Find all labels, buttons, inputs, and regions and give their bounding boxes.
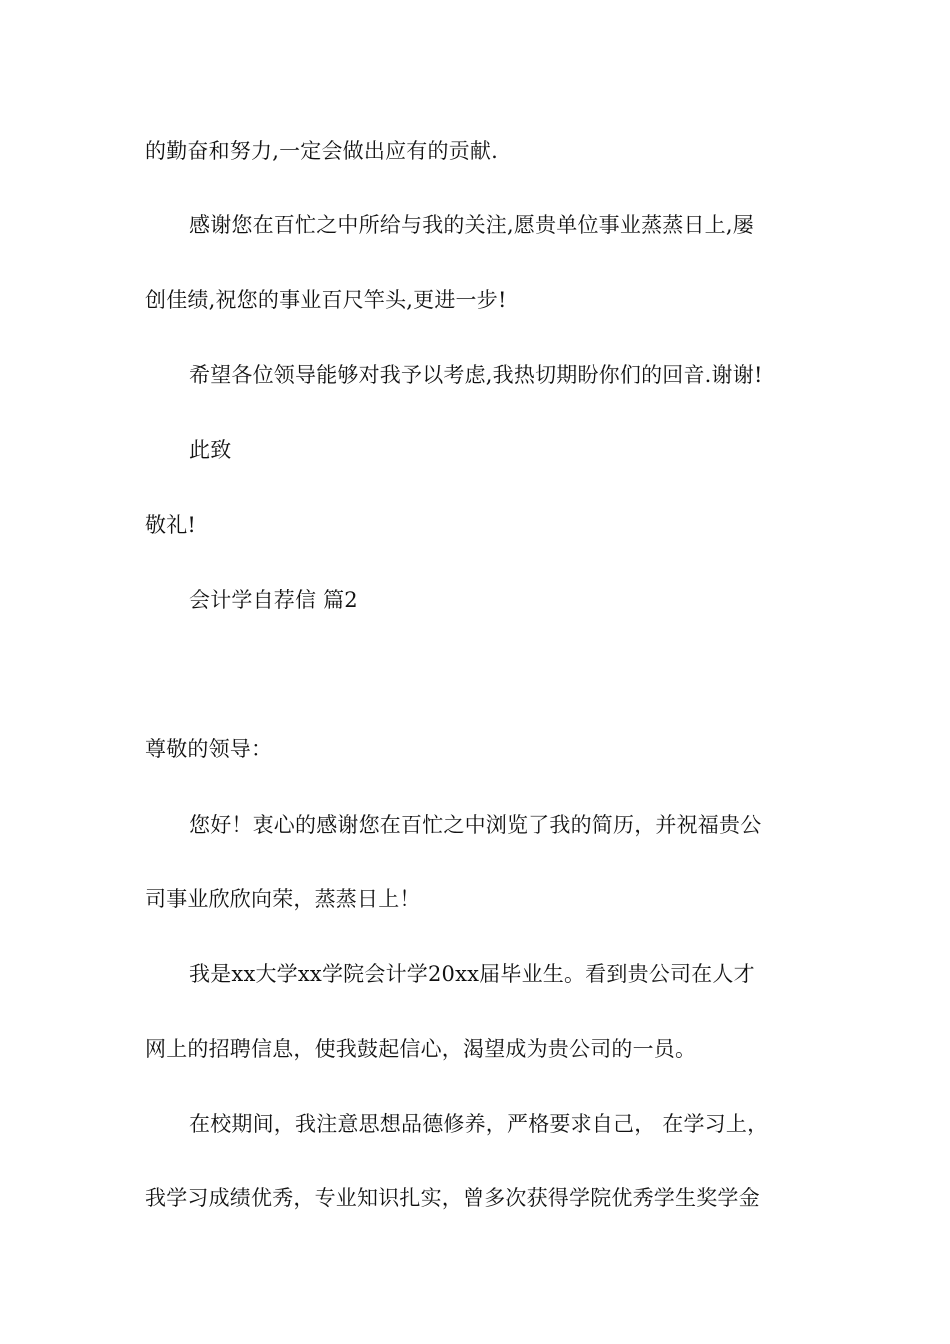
paragraph-greeting-line-1: 您好！衷心的感谢您在百忙之中浏览了我的简历，并祝福贵公: [189, 813, 762, 837]
paragraph-school-line-1: 在校期间，我注意思想品德修养，严格要求自己， 在学习上，: [189, 1112, 769, 1136]
paragraph-school-line-2: 我学习成绩优秀，专业知识扎实，曾多次获得学院优秀学生奖学金: [145, 1186, 760, 1210]
paragraph-greeting-line-2: 司事业欣欣向荣，蒸蒸日上！: [145, 887, 421, 911]
closing-jing-li: 敬礼!: [145, 513, 197, 537]
paragraph-thanks-line-2: 创佳绩,祝您的事业百尺竿头,更进一步!: [145, 288, 507, 312]
section-heading: 会计学自荐信 篇2: [189, 588, 358, 612]
closing-ci-zhi: 此致: [189, 438, 232, 462]
salutation: 尊敬的领导：: [145, 737, 273, 761]
paragraph-continuation: 的勤奋和努力,一定会做出应有的贡献.: [145, 139, 498, 163]
paragraph-intro-line-1: 我是xx大学xx学院会计学20xx届毕业生。看到贵公司在人才: [189, 962, 755, 986]
paragraph-thanks-line-1: 感谢您在百忙之中所给与我的关注,愿贵单位事业蒸蒸日上,屡: [189, 213, 754, 237]
paragraph-intro-line-2: 网上的招聘信息，使我鼓起信心，渴望成为贵公司的一员。: [145, 1037, 697, 1061]
paragraph-hope: 希望各位领导能够对我予以考虑,我热切期盼你们的回音.谢谢!: [189, 363, 763, 387]
